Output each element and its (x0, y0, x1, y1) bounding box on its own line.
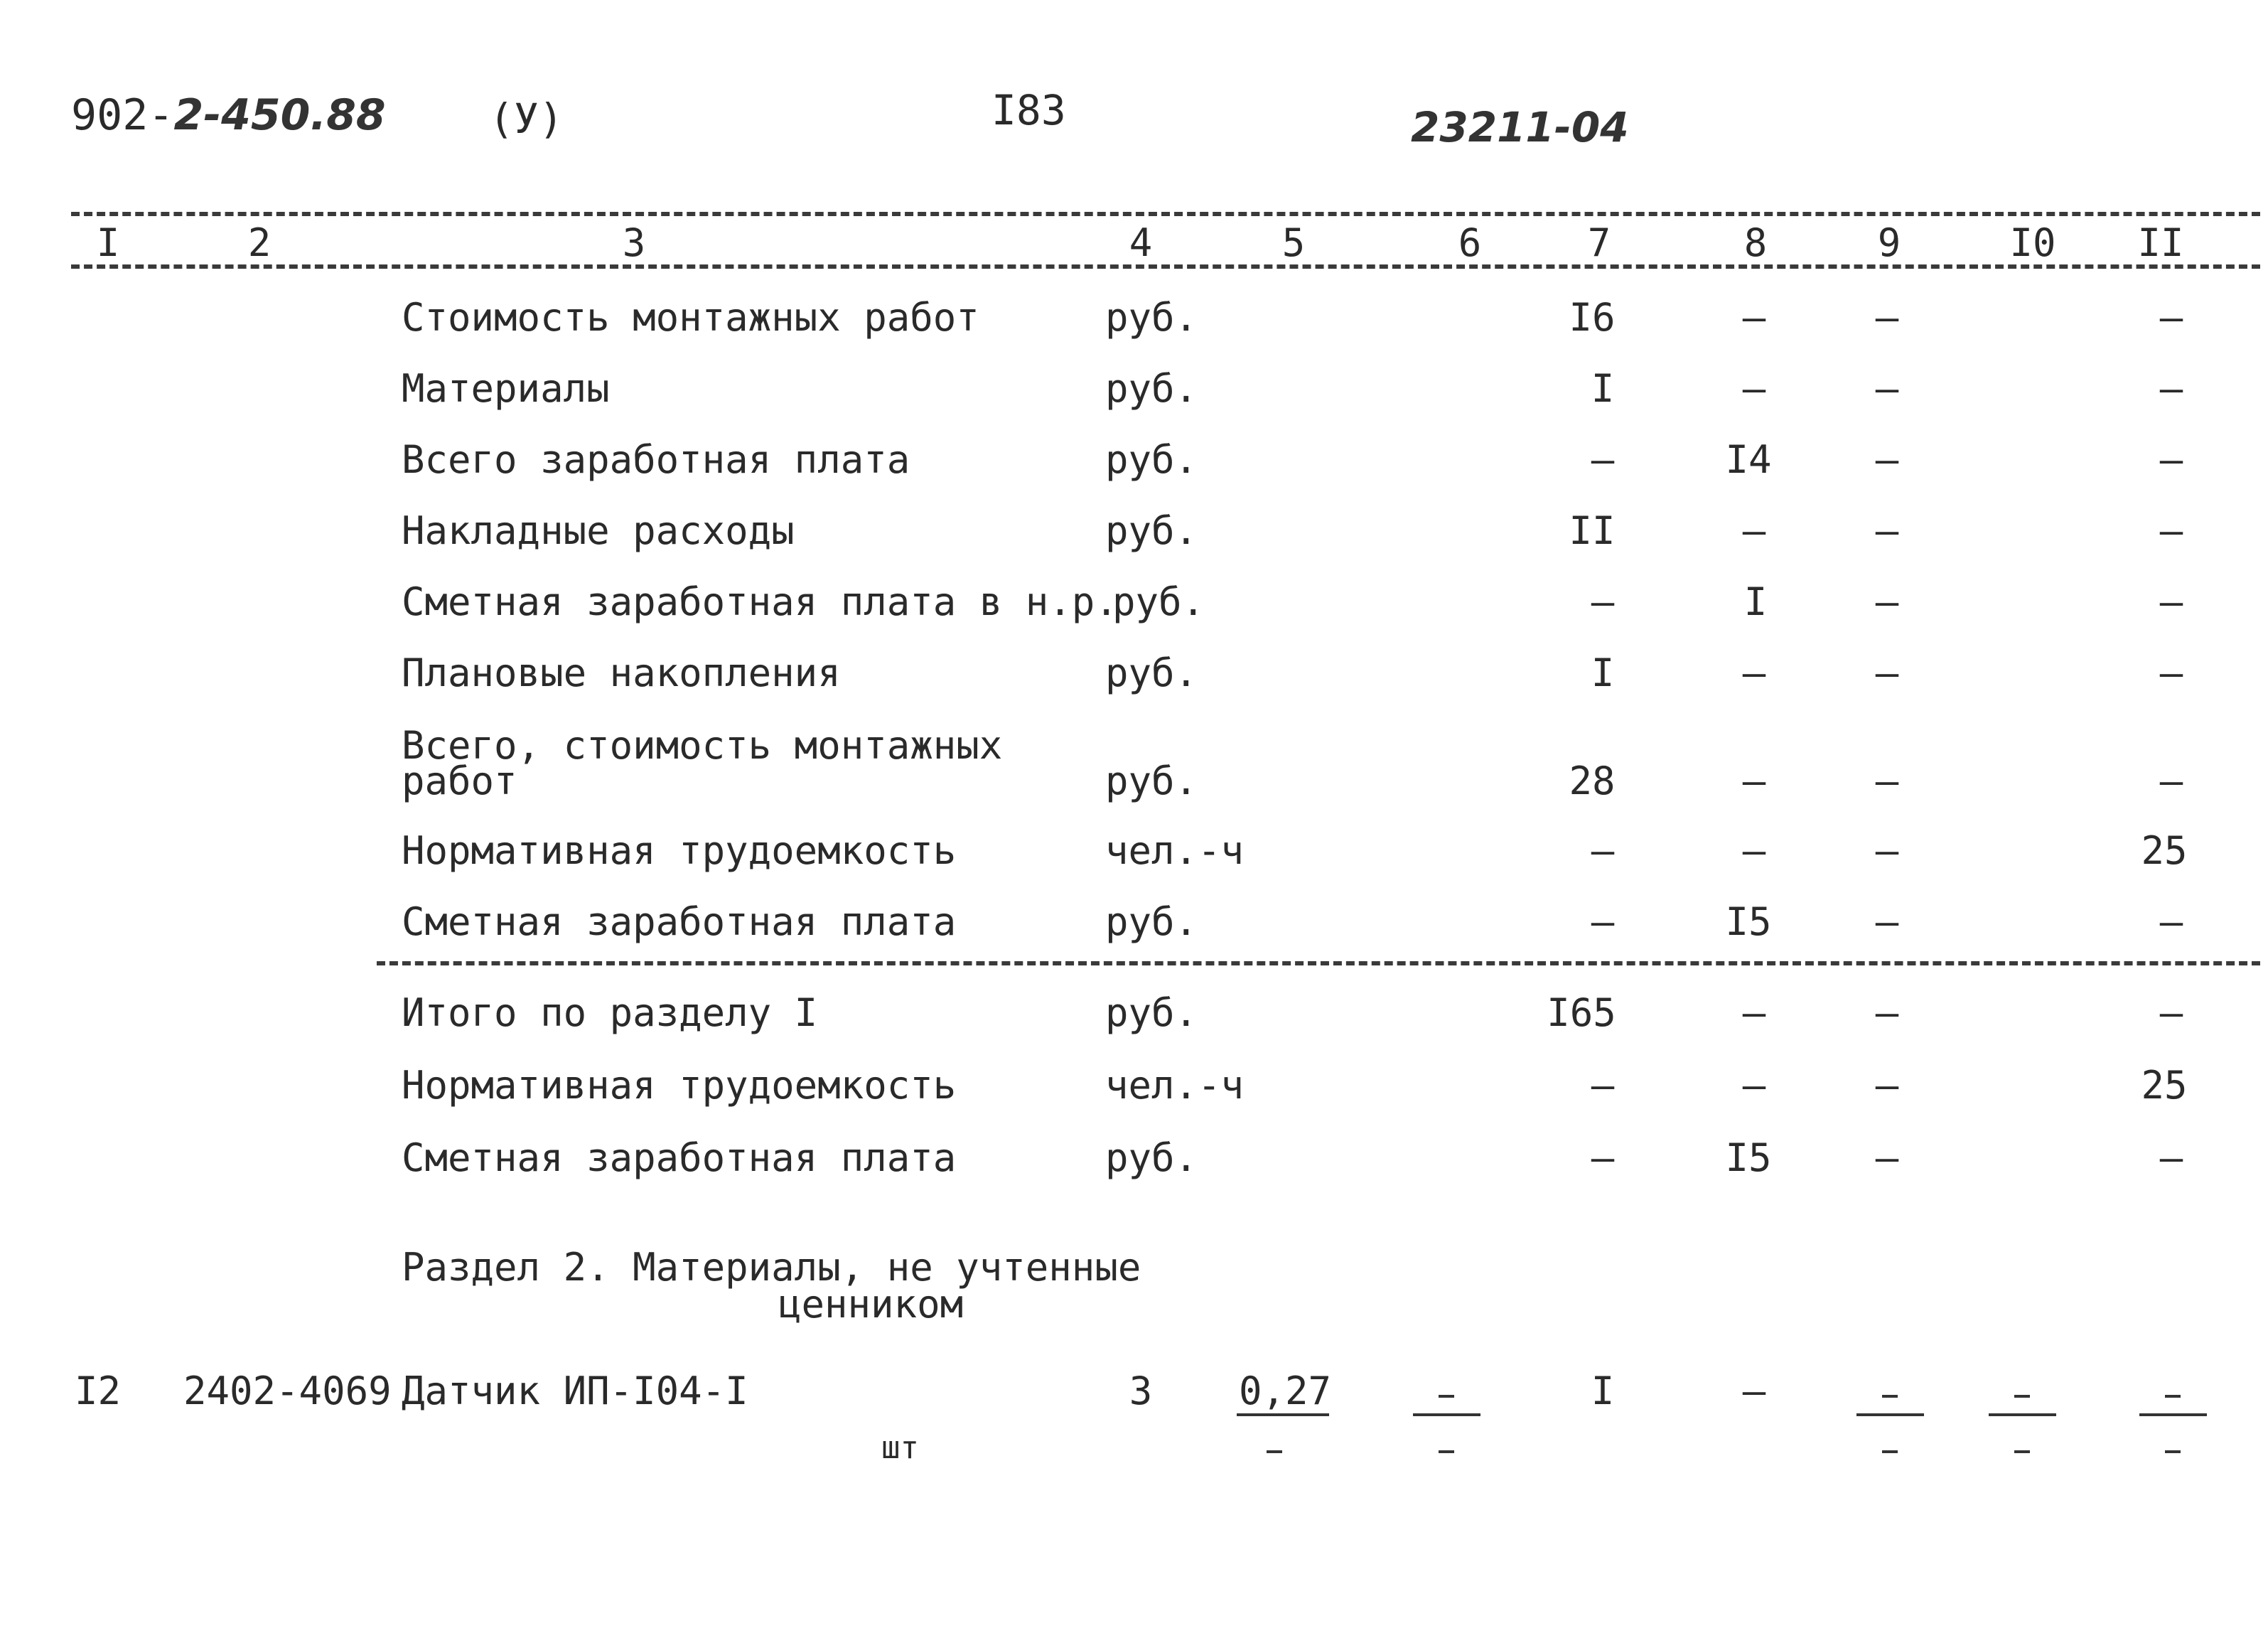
row-label: Сметная заработная плата в н.р. (402, 579, 1118, 624)
column-header: 4 (1129, 220, 1153, 265)
total-col8: – (1742, 1063, 1766, 1108)
row-col11: – (2159, 579, 2183, 624)
row-col11: 25 (2141, 828, 2188, 873)
row-col9: – (1875, 295, 1899, 340)
row-col8: – (1742, 759, 1766, 803)
col6-denominator-mark (1439, 1450, 1454, 1453)
row-label: Материалы (402, 366, 610, 411)
col11-numerator-mark (2165, 1395, 2181, 1398)
column-header: II (2137, 220, 2184, 265)
total-label: Нормативная трудоемкость (402, 1063, 957, 1108)
row-col9: – (1875, 899, 1899, 944)
row-col9: – (1875, 828, 1899, 873)
row-col9: – (1875, 579, 1899, 624)
section2-title-line1: Раздел 2. Материалы, не учтенные (402, 1245, 1141, 1290)
row-unit: руб. (1105, 651, 1198, 695)
column-header: I0 (2009, 220, 2056, 265)
row-col11: – (2159, 437, 2183, 482)
row-col11: – (2159, 508, 2183, 553)
total-col8: I5 (1725, 1135, 1772, 1180)
row-col9: – (1875, 651, 1899, 695)
price-denominator-mark (1267, 1450, 1282, 1453)
total-col7: – (1591, 1135, 1615, 1180)
row-label: Стоимость монтажных работ (402, 295, 979, 340)
row-col7: I (1591, 366, 1615, 411)
document-code-prefix: 902- (71, 90, 174, 140)
item-number: I2 (75, 1369, 122, 1413)
col9-denominator-mark (1882, 1450, 1898, 1453)
row-col7: – (1591, 579, 1615, 624)
column-header: 7 (1587, 220, 1611, 265)
item-unit: шт (881, 1430, 919, 1466)
section-total-rule (377, 961, 2260, 965)
row-col7: – (1591, 828, 1615, 873)
total-col11: – (2159, 990, 2183, 1035)
col9-numerator-mark (1882, 1395, 1898, 1398)
row-unit: чел.-ч (1105, 828, 1245, 873)
col10-numerator-mark (2014, 1395, 2030, 1398)
header-top-rule (71, 212, 2260, 216)
col9-fraction-line (1856, 1413, 1924, 1416)
row-col7: – (1591, 437, 1615, 482)
section2-title-line2: ценником (778, 1282, 964, 1327)
column-header: 5 (1281, 220, 1306, 265)
col11-denominator-mark (2165, 1450, 2181, 1453)
row-col8: I4 (1725, 437, 1772, 482)
row-col7: I6 (1569, 295, 1616, 340)
column-header: 9 (1877, 220, 1901, 265)
document-code-handwritten: 2-450.88 (173, 90, 386, 140)
row-col7: 28 (1569, 759, 1616, 803)
row-label: Плановые накопления (402, 651, 841, 695)
row-col8: – (1742, 651, 1766, 695)
column-header: 3 (622, 220, 646, 265)
row-col7: – (1591, 899, 1615, 944)
row-col8: I5 (1725, 899, 1772, 944)
row-unit: руб. (1105, 295, 1198, 340)
total-unit: чел.-ч (1105, 1063, 1245, 1108)
total-col7: – (1591, 1063, 1615, 1108)
total-col11: 25 (2141, 1063, 2188, 1108)
total-col9: – (1875, 1135, 1899, 1180)
row-col11: – (2159, 899, 2183, 944)
col6-fraction-line (1413, 1413, 1480, 1416)
row-unit: руб. (1112, 579, 1205, 624)
row-col7: II (1569, 508, 1616, 553)
document-number: 23211-04 (1411, 103, 1629, 151)
total-unit: руб. (1105, 990, 1198, 1035)
item-col8: – (1742, 1369, 1766, 1413)
row-label: Накладные расходы (402, 508, 795, 553)
col10-fraction-line (1989, 1413, 2056, 1416)
item-name: Датчик ИП-I04-I (402, 1369, 748, 1413)
row-col9: – (1875, 508, 1899, 553)
row-label-line1: Всего, стоимость монтажных (402, 723, 1003, 768)
total-col8: – (1742, 990, 1766, 1035)
row-col8: – (1742, 295, 1766, 340)
row-col11: – (2159, 295, 2183, 340)
item-price: 0,27 (1238, 1369, 1332, 1413)
document-mark: (У) (489, 95, 564, 143)
row-label-line2: работ (402, 759, 517, 803)
row-unit: руб. (1105, 437, 1198, 482)
row-unit: руб. (1105, 366, 1198, 411)
row-col7: I (1591, 651, 1615, 695)
total-unit: руб. (1105, 1135, 1198, 1180)
column-header: I (96, 220, 120, 265)
total-label: Сметная заработная плата (402, 1135, 957, 1180)
total-col7: I65 (1547, 990, 1616, 1035)
row-col11: – (2159, 366, 2183, 411)
total-label: Итого по разделу I (402, 990, 818, 1035)
row-unit: руб. (1105, 759, 1198, 803)
column-header: 2 (247, 220, 272, 265)
col10-denominator-mark (2014, 1450, 2030, 1453)
row-label: Сметная заработная плата (402, 899, 957, 944)
price-fraction-line (1237, 1413, 1329, 1416)
column-header: 8 (1743, 220, 1768, 265)
item-col7: I (1591, 1369, 1615, 1413)
item-quantity: 3 (1129, 1369, 1153, 1413)
total-col11: – (2159, 1135, 2183, 1180)
header-bottom-rule (71, 264, 2260, 269)
row-label: Нормативная трудоемкость (402, 828, 957, 873)
row-col8: – (1742, 828, 1766, 873)
row-col8: – (1742, 508, 1766, 553)
row-col11: – (2159, 651, 2183, 695)
row-unit: руб. (1105, 508, 1198, 553)
total-col9: – (1875, 1063, 1899, 1108)
row-label: Всего заработная плата (402, 437, 910, 482)
row-col9: – (1875, 437, 1899, 482)
page-number: I83 (991, 86, 1066, 134)
col11-fraction-line (2139, 1413, 2207, 1416)
row-col9: – (1875, 759, 1899, 803)
row-col8: I (1743, 579, 1768, 624)
document-code (71, 90, 386, 140)
total-col9: – (1875, 990, 1899, 1035)
row-col8: – (1742, 366, 1766, 411)
col6-numerator-mark (1439, 1395, 1454, 1398)
row-col11: – (2159, 759, 2183, 803)
row-col9: – (1875, 366, 1899, 411)
item-code: 2402-4069 (183, 1369, 392, 1413)
row-unit: руб. (1105, 899, 1198, 944)
column-header: 6 (1458, 220, 1482, 265)
